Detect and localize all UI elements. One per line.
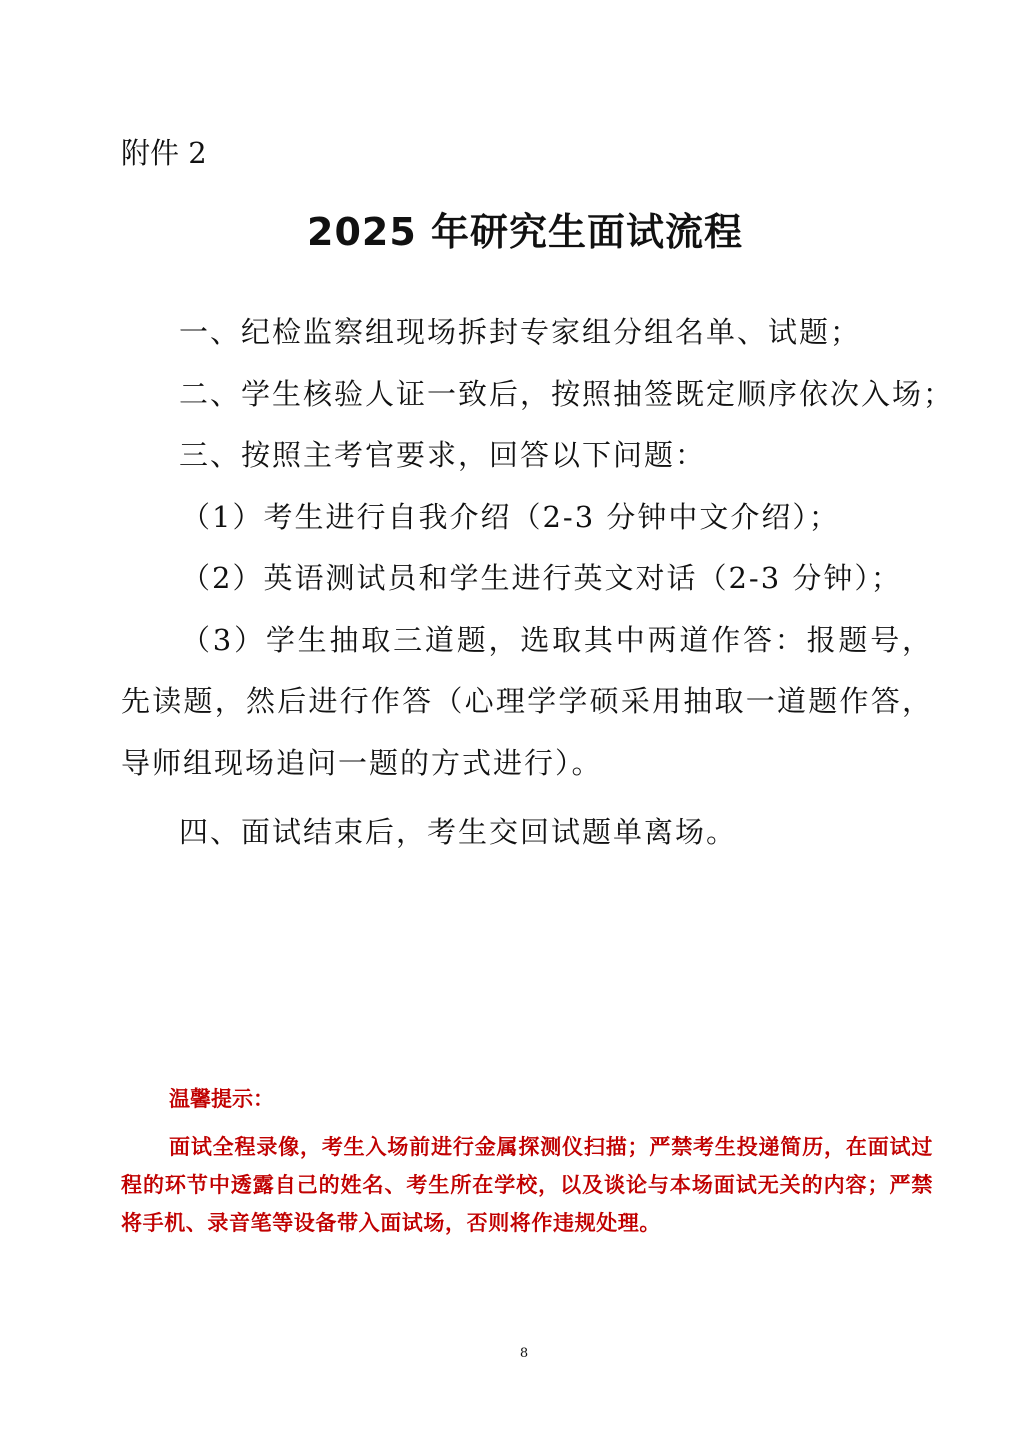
document-title: 2025 年研究生面试流程 [307,210,743,254]
notice-box [121,1080,933,1242]
step-1: 一、纪检监察组现场拆封专家组分组名单、试题； [179,315,862,349]
notice-heading: 温馨提示： [169,1087,274,1111]
sub-item-2: （2）英语测试员和学生进行英文对话（2-3 分钟）； [181,561,902,595]
sub-item-3: （3）学生抽取三道题，选取其中两道作答：报题号，先读题，然后进行作答（心理学学硕采用抽取一道题作答，导师组现场追问一题的方式进行）。 [121,622,933,780]
sub-item-1: （1）考生进行自我介绍（2-3 分钟中文介绍）； [181,499,840,534]
step-3: 三、按照主考官要求，回答以下问题： [179,438,707,472]
notice-body: 面试全程录像，考生入场前进行金属探测仪扫描；严禁考生投递简历，在面试过程的环节中透露自己的姓名、考生所在学校，以及谈论与本场面试无关的内容；严禁将手机、录音笔等设备带入面试场，否则将作违规处理。 [121,1135,933,1235]
interview-procedure [121,302,955,864]
step-4: 四、面试结束后，考生交回试题单离场。 [179,815,738,849]
step-2: 二、学生核验人证一致后，按照抽签既定顺序依次入场； [179,376,955,411]
attachment-label: 附件 2 [121,136,207,170]
page-number: 8 [519,1346,529,1361]
